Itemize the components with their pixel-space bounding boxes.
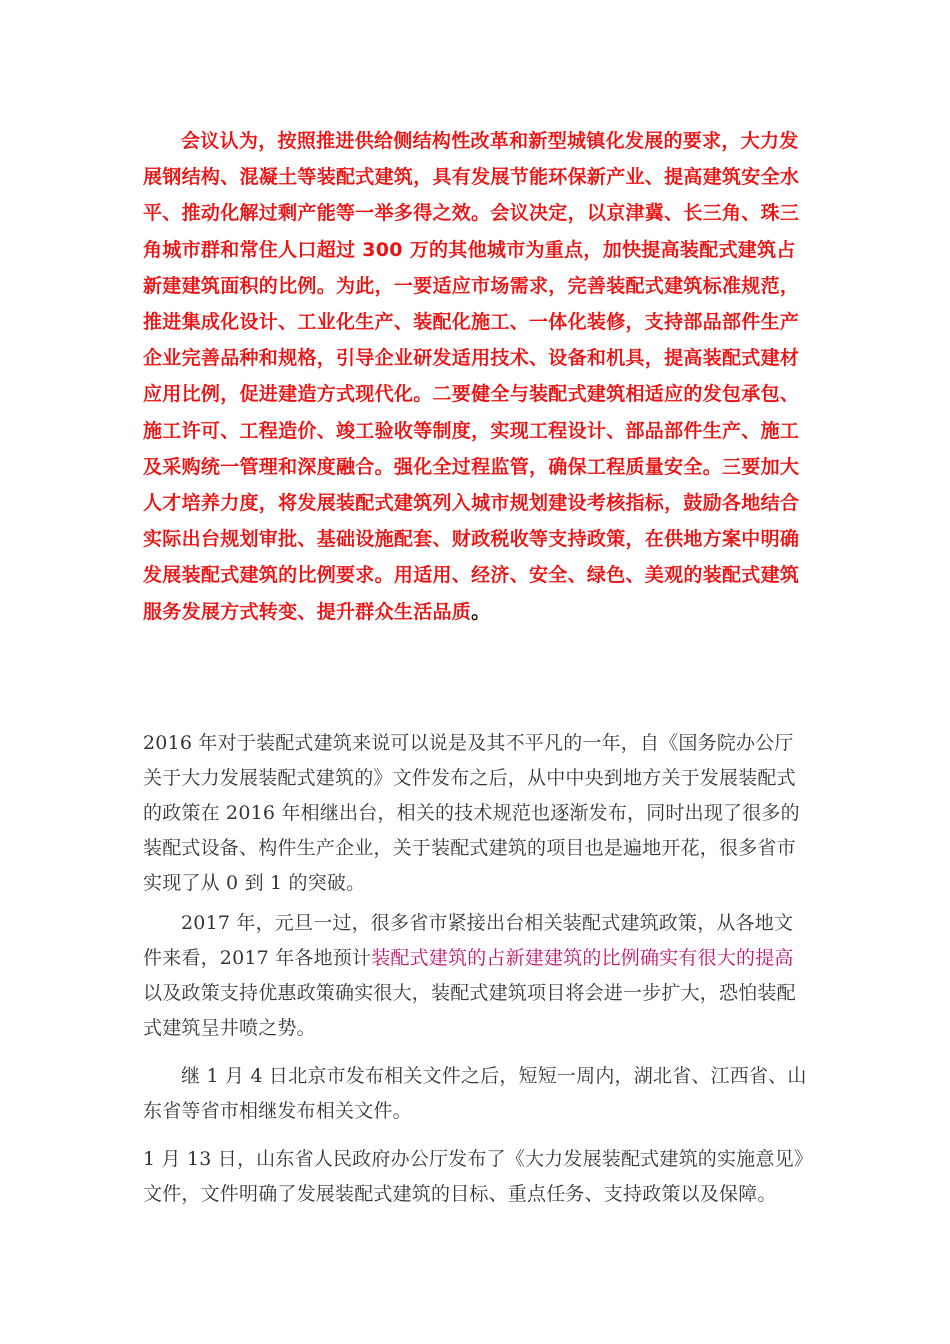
paragraph-2017-after: 以及政策支持优惠政策确实很大，装配式建筑项目将会进一步扩大，恐怕装配式建筑呈井喷之势。 xyxy=(143,982,796,1039)
paragraph-shandong: 1 月 13 日，山东省人民政府办公厅发布了《大力发展装配式建筑的实施意见》文件，文件明确了发展装配式建筑的目标、重点任务、支持政策以及保障。 xyxy=(143,1148,804,1205)
meeting-summary-end: 。 xyxy=(471,600,491,623)
paragraph-2017 xyxy=(143,906,807,1046)
paragraph-2017-highlight: 装配式建筑的占新建建筑的比例确实有很大的提高 xyxy=(371,947,794,969)
paragraph-2016: 2016 年对于装配式建筑来说可以说是及其不平凡的一年，自《国务院办公厅关于大力发展装配式建筑的》文件发布之后，从中中央到地方关于发展装配式的政策在 2016 年相继出台，相关的技术规范也逐渐发布，同时出现了很多的装配式设备、构件生产企业，关于装配式建筑的项目也是遍地开花，很多省市实现了从 0 到 1 的突破。 xyxy=(143,732,800,894)
meeting-summary-text: 会议认为，按照推进供给侧结构性改革和新型城镇化发展的要求，大力发展钢结构、混凝土等装配式建筑，具有发展节能环保新产业、提高建筑安全水平、推动化解过剩产能等一举多得之效。会议决定，以京津冀、长三角、珠三角城市群和常住人口超过 300 万的其他城市为重点，加快提高装配式建筑占新建建筑面积的比例。为此，一要适应市场需求，完善装配式建筑标准规范，推进集成化设计、工业化生产、装配化施工、一体化装修，支持部品部件生产企业完善品种和规格，引导企业研发适用技术、设备和机具，提高装配式建材应用比例，促进建造方式现代化。二要健全与装配式建筑相适应的发包承包、施工许可、工程造价、竣工验收等制度，实现工程设计、部品部件生产、施工及采购统一管理和深度融合。强化全过程监管，确保工程质量安全。三要加大人才培养力度，将发展装配式建筑列入城市规划建设考核指标，鼓励各地结合实际出台规划审批、基础设施配套、财政税收等支持政策，在供地方案中明确发展装配式建筑的比例要求。用适用、经济、安全、绿色、美观的装配式建筑服务发展方式转变、提升群众生活品质 xyxy=(143,130,800,623)
meeting-summary-paragraph xyxy=(143,123,803,630)
paragraph-beijing: 继 1 月 4 日北京市发布相关文件之后，短短一周内，湖北省、江西省、山东省等省市相继发布相关文件。 xyxy=(143,1065,807,1122)
paragraph-2017-before: 2017 年，元旦一过，很多省市紧接出台相关装配式建筑政策，从各地文件来看，2017 年各地预计 xyxy=(143,912,794,969)
